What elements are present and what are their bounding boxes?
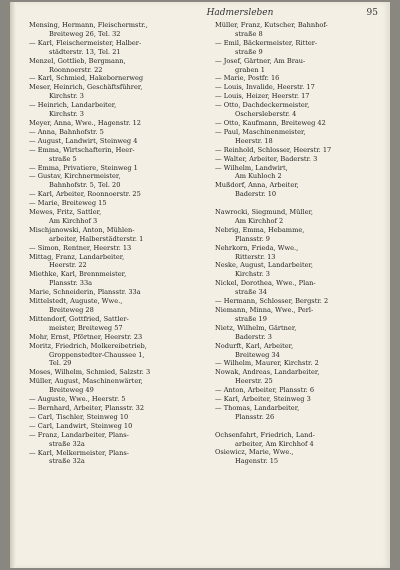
- directory-line: — Karl, Schmied, Hakebornerweg: [29, 74, 144, 83]
- directory-line: Am Kirchhof 3: [49, 216, 98, 225]
- directory-line: — Auguste, Wwe., Heerstr. 5: [29, 395, 126, 404]
- directory-line: Kirchstr. 3: [235, 270, 270, 279]
- directory-line: Breiteweg 34: [235, 350, 280, 359]
- directory-line: Müller, August, Maschinenwärter,: [29, 377, 143, 386]
- directory-line: Mischjanowski, Anton, Mühlen-: [29, 225, 135, 234]
- directory-line: — Gustav, Kirchnermeister,: [29, 172, 121, 181]
- directory-line: Mittag, Franz, Landarbeiter,: [29, 252, 125, 261]
- directory-line: Hagenstr. 15: [235, 457, 279, 466]
- directory-line: Tel. 29: [49, 359, 72, 368]
- directory-line: straße 8: [235, 29, 263, 38]
- directory-line: straße 34: [235, 288, 267, 297]
- directory-line: Nickel, Dorothea, Wwe., Plan-: [215, 279, 316, 288]
- directory-line: Müller, Franz, Kutscher, Bahnhof-: [215, 21, 328, 29]
- directory-line: Meyer, Anna, Wwe., Hagenstr. 12: [29, 118, 141, 127]
- directory-line: — Reinhold, Schlosser, Heerstr. 17: [215, 145, 332, 154]
- directory-line: — Anton, Arbeiter, Plansstr. 6: [215, 386, 315, 395]
- directory-line: — Karl, Arbeiter, Steinweg 3: [215, 395, 311, 404]
- directory-line: [215, 199, 385, 208]
- directory-line: Oschersleberstr. 4: [235, 110, 297, 119]
- directory-line: Am Kirchhof 2: [235, 216, 284, 225]
- directory-line: — Walter, Arbeiter, Baderstr. 3: [215, 154, 318, 163]
- directory-line: Moritz, Friedrich, Molkereibetrieb,: [29, 341, 147, 350]
- directory-line: Bahnhofstr. 5, Tel. 20: [49, 181, 121, 190]
- directory-line: Miethke, Karl, Brennmeister,: [29, 270, 127, 279]
- directory-line: — Paul, Maschinenmeister,: [215, 127, 306, 136]
- directory-line: Mußdorf, Anna, Arbeiter,: [215, 181, 299, 190]
- directory-line: — August, Landwirt, Steinweg 4: [29, 136, 138, 145]
- directory-line: Mittelstedt, Auguste, Wwe.,: [29, 297, 123, 306]
- directory-line: straße 19: [235, 314, 267, 323]
- directory-line: — Emma, Wirtschafterin, Heer-: [29, 145, 135, 154]
- directory-line: — Karl, Melkermeister, Plans-: [29, 448, 129, 457]
- directory-line: Nawrocki, Siegmund, Müller,: [215, 208, 314, 217]
- directory-line: — Simon, Rentner, Heerstr. 13: [29, 243, 132, 252]
- directory-line: Mohr, Ernst, Pförtner, Heerstr. 23: [29, 332, 143, 341]
- directory-line: Am Kuhloch 2: [235, 172, 282, 181]
- directory-line: arbeiter, Am Kirchhof 4: [235, 439, 314, 448]
- directory-line: städterstr. 13, Tel. 21: [49, 47, 121, 56]
- directory-line: — Karl, Arbeiter, Roonnoerstr. 25: [29, 190, 141, 199]
- directory-line: — Marie, Postfr. 16: [215, 74, 280, 83]
- directory-line: Mensing, Hermann, Fleischermstr.,: [29, 21, 148, 29]
- directory-line: Mewes, Fritz, Sattler,: [29, 208, 102, 217]
- directory-line: Nowak, Andreas, Landarbeiter,: [215, 368, 320, 377]
- directory-line: Plansstr. 26: [235, 412, 275, 421]
- directory-line: Menzel, Gottlieb, Bergmann,: [29, 56, 126, 65]
- directory-line: Marie, Schneiderin, Plansstr. 33a: [29, 288, 141, 297]
- directory-line: Heerstr. 18: [235, 136, 273, 145]
- directory-line: Heerstr. 22: [49, 261, 87, 270]
- directory-line: Ochsenfahrt, Friedrich, Land-: [215, 430, 315, 439]
- directory-line: Breiteweg 49: [49, 386, 94, 395]
- directory-line: Kirchstr. 3: [49, 92, 84, 101]
- directory-line: Mittendorf, Gottfried, Sattler-: [29, 314, 129, 323]
- directory-line: Meser, Heinrich, Geschäftsführer,: [29, 83, 143, 92]
- directory-line: Nodurft, Karl, Arbeiter,: [215, 341, 294, 350]
- directory-line: straße 32a: [49, 439, 85, 448]
- directory-line: — Marie, Breiteweg 15: [29, 199, 107, 208]
- directory-line: — Wilhelm, Maurer, Kirchstr. 2: [215, 359, 319, 368]
- directory-line: meister, Breiteweg 57: [49, 323, 123, 332]
- directory-line: Ritterstr. 13: [235, 252, 276, 261]
- directory-line: — Bernhard, Arbeiter, Plansstr. 32: [29, 403, 145, 412]
- directory-line: — Thomas, Landarbeiter,: [215, 403, 300, 412]
- directory-line: Breiteweg 26, Tel. 32: [49, 29, 121, 38]
- directory-line: — Josef, Gärtner, Am Brau-: [215, 56, 306, 65]
- directory-line: — Karl, Fleischermeister, Halber-: [29, 38, 142, 47]
- directory-line: — Anna, Bahnhofstr. 5: [29, 127, 104, 136]
- directory-line: — Emil, Bäckermeister, Ritter-: [215, 38, 318, 47]
- directory-line: — Hermann, Schlosser, Bergstr. 2: [215, 297, 329, 306]
- directory-line: Breiteweg 28: [49, 306, 94, 314]
- directory-line: Groppenstedter-Chaussee 1,: [49, 350, 145, 359]
- directory-line: — Carl, Tischler, Steinweg 10: [29, 412, 129, 421]
- directory-line: — Heinrich, Landarbeiter,: [29, 101, 117, 110]
- directory-line: Plansstr. 33a: [49, 279, 93, 288]
- directory-line: — Wilhelm, Landwirt,: [215, 163, 288, 172]
- page-spine: [10, 2, 16, 568]
- directory-line: graben 1: [235, 65, 265, 74]
- directory-page: [10, 2, 390, 568]
- page-number: 95: [366, 8, 378, 18]
- directory-line: Nietz, Wilhelm, Gärtner,: [215, 323, 297, 332]
- directory-line: — Louis, Invalide, Heerstr. 17: [215, 83, 315, 92]
- directory-line: Plansstr. 9: [235, 234, 270, 243]
- left-column: [29, 21, 205, 466]
- directory-line: — Emma, Privatiere, Steinweg 1: [29, 163, 138, 172]
- directory-line: straße 32a: [49, 457, 85, 466]
- directory-line: Neske, August, Landarbeiter,: [215, 261, 314, 270]
- directory-line: — Carl, Landwirt, Steinweg 10: [29, 421, 133, 430]
- right-column: [215, 21, 385, 466]
- directory-line: — Otto, Kaufmann, Breiteweg 42: [215, 118, 326, 127]
- directory-line: Nehrkorn, Frieda, Wwe.,: [215, 243, 299, 252]
- directory-line: Osiewicz, Marie, Wwe.,: [215, 448, 294, 457]
- directory-line: Baderstr. 3: [235, 332, 272, 341]
- directory-line: straße 5: [49, 154, 77, 163]
- directory-line: — Franz, Landarbeiter, Plans-: [29, 430, 129, 439]
- directory-line: — Otto, Dachdeckermeister,: [215, 101, 310, 110]
- directory-line: Moses, Wilhelm, Schmied, Salzstr. 3: [29, 368, 151, 377]
- directory-line: Niemann, Minna, Wwe., Perl-: [215, 305, 314, 314]
- directory-line: Baderstr. 10: [235, 190, 277, 199]
- page-header-title: Hadmersleben: [206, 8, 274, 18]
- directory-line: Nebrig, Emma, Hebamme,: [215, 225, 305, 234]
- directory-line: [215, 422, 385, 431]
- directory-line: Kirchstr. 3: [49, 110, 84, 119]
- directory-line: straße 9: [235, 47, 263, 56]
- directory-line: Heerstr. 25: [235, 377, 273, 386]
- directory-line: arbeiter, Halberstädterstr. 1: [49, 234, 144, 243]
- directory-line: — Louis, Heizer, Heerstr. 17: [215, 92, 310, 101]
- directory-line: Roonnoerstr. 22: [49, 65, 103, 74]
